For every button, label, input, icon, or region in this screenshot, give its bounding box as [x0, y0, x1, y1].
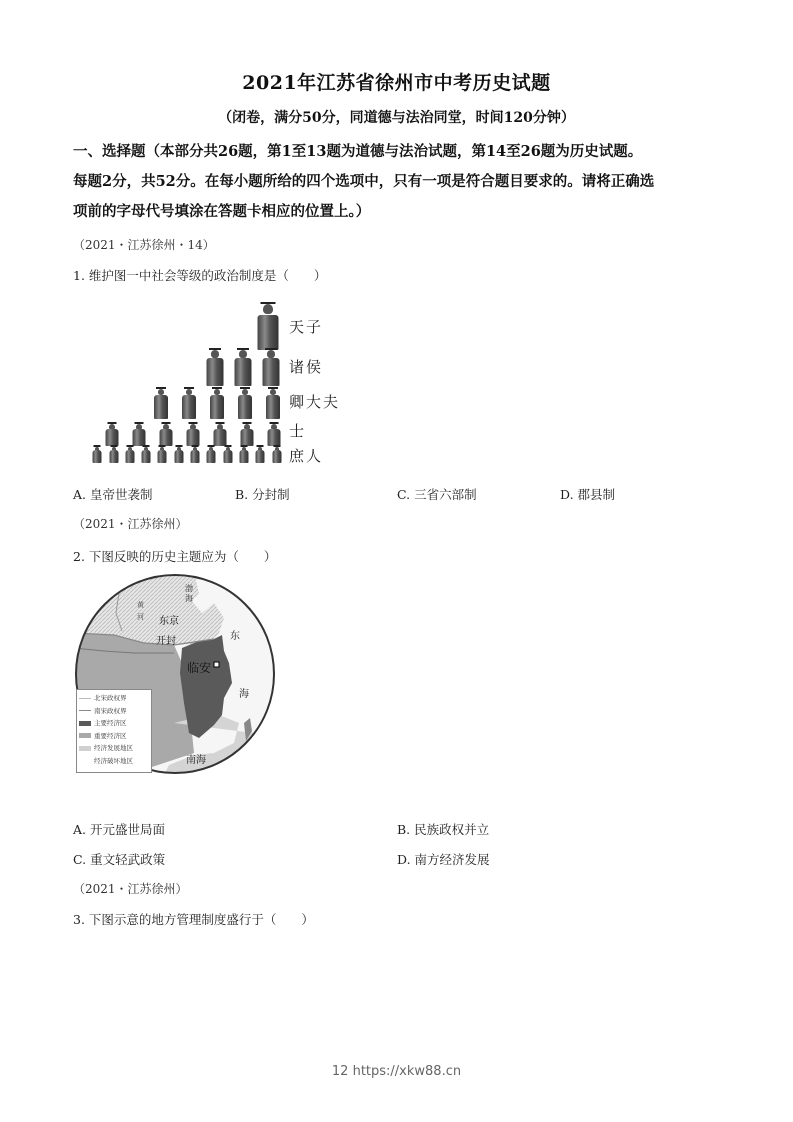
- person-figure-icon: [221, 445, 234, 463]
- pyramid-row-1: [253, 302, 283, 350]
- section-instruction-line-3: 项前的字母代号填涂在答题卡相应的位置上。）: [73, 203, 371, 220]
- person-figure-icon: [211, 422, 229, 446]
- q2-source: （2021・江苏徐州）: [73, 517, 188, 531]
- map-label-hai: 海: [239, 689, 249, 700]
- person-figure-icon: [184, 422, 202, 446]
- legend-item: 经济发展地区: [79, 742, 149, 755]
- legend-item: 经济破坏地区: [79, 755, 149, 768]
- map-label-nanhai: 南海: [186, 755, 206, 766]
- section-instruction-line-1: 一、选择题（本部分共26题，第1至13题为道德与法治试题，第14至26题为历史试题。: [73, 143, 643, 160]
- legend-swatch-icon: [79, 721, 91, 726]
- q2-stem: 2. 下图反映的历史主题应为（ ）: [73, 549, 277, 564]
- person-figure-icon: [103, 422, 121, 446]
- rank-label-zhuhou: 诸侯: [289, 358, 324, 376]
- pyramid-row-3: [151, 387, 283, 419]
- person-figure-icon: [231, 348, 255, 386]
- person-figure-icon: [205, 445, 218, 463]
- q1-option-d[interactable]: D. 郡县制: [560, 487, 616, 502]
- rank-label-tianzi: 天子: [289, 318, 324, 336]
- q1-source: （2021・江苏徐州・14）: [73, 238, 215, 252]
- person-figure-icon: [189, 445, 202, 463]
- song-economy-map: [74, 573, 276, 775]
- q1-option-c-text: 三省六部制: [414, 487, 477, 502]
- exam-subtitle: （闭卷，满分50分，同道德与法治同堂，时间120分钟）: [218, 110, 575, 126]
- q3-stem: 3. 下图示意的地方管理制度盛行于（ ）: [73, 912, 314, 927]
- person-figure-icon: [270, 445, 283, 463]
- map-label-kaifeng: 开封: [156, 636, 176, 647]
- person-figure-icon: [207, 387, 227, 419]
- legend-item: 重要经济区: [79, 730, 149, 743]
- q2-option-b[interactable]: B. 民族政权并立: [397, 822, 490, 837]
- person-figure-icon: [172, 445, 185, 463]
- person-figure-icon: [259, 348, 283, 386]
- person-figure-icon: [107, 445, 120, 463]
- q2-option-d[interactable]: D. 南方经济发展: [397, 852, 490, 867]
- q2-option-b-text: 民族政权并立: [414, 822, 490, 837]
- q2-option-a-text: 开元盛世局面: [90, 822, 166, 837]
- map-label-bohai: 渤: [185, 584, 193, 593]
- person-figure-icon: [203, 348, 227, 386]
- q1-option-b-text: 分封制: [252, 487, 290, 502]
- q2-option-a[interactable]: A. 开元盛世局面: [73, 822, 166, 837]
- person-figure-icon: [140, 445, 153, 463]
- page-title: 2021年江苏省徐州市中考历史试题: [242, 72, 551, 94]
- q1-stem: 1. 维护图一中社会等级的政治制度是（ ）: [73, 268, 327, 283]
- social-hierarchy-figure: [75, 300, 365, 468]
- q2-option-c[interactable]: C. 重文轻武政策: [73, 852, 166, 867]
- map-label-dong: 东: [230, 631, 240, 642]
- svg-text:海: 海: [185, 594, 193, 603]
- rank-label-qingdafu: 卿大夫: [289, 393, 341, 411]
- person-figure-icon: [265, 422, 283, 446]
- map-label-dongjing: 东京: [159, 616, 179, 627]
- q2-option-d-text: 南方经济发展: [414, 852, 490, 867]
- person-figure-icon: [156, 445, 169, 463]
- legend-swatch-icon: [79, 758, 91, 763]
- svg-text:河: 河: [137, 613, 144, 621]
- q1-option-a[interactable]: A. 皇帝世袭制: [73, 487, 153, 502]
- q1-option-d-text: 郡县制: [577, 487, 616, 502]
- person-figure-icon: [157, 422, 175, 446]
- page-footer: 12 https://xkw88.cn: [331, 1064, 462, 1079]
- person-figure-icon: [179, 387, 199, 419]
- q1-option-b[interactable]: B. 分封制: [235, 487, 290, 502]
- person-figure-icon: [151, 387, 171, 419]
- map-label-huanghe: 黄: [137, 601, 144, 609]
- legend-swatch-icon: [79, 733, 91, 738]
- pyramid-row-5: [91, 445, 283, 463]
- rank-label-shi: 士: [289, 422, 307, 440]
- legend-item: 北宋政权界: [79, 692, 149, 705]
- pyramid-row-2: [203, 348, 283, 386]
- legend-item: 南宋政权界: [79, 705, 149, 718]
- legend-swatch-icon: [79, 698, 91, 699]
- person-figure-icon: [91, 445, 104, 463]
- person-figure-icon: [123, 445, 136, 463]
- person-figure-icon: [237, 445, 250, 463]
- person-figure-icon: [130, 422, 148, 446]
- person-figure-icon: [263, 387, 283, 419]
- rank-label-shuren: 庶人: [289, 447, 324, 465]
- pyramid-row-4: [103, 422, 283, 446]
- person-figure-icon: [254, 445, 267, 463]
- map-label-linan: 临安: [187, 661, 212, 675]
- section-instruction-line-2: 每题2分，共52分。在每小题所给的四个选项中，只有一项是符合题目要求的。请将正确选: [73, 173, 655, 190]
- person-figure-icon: [235, 387, 255, 419]
- q1-option-c[interactable]: C. 三省六部制: [397, 487, 477, 502]
- q2-option-c-text: 重文轻武政策: [90, 852, 166, 867]
- map-legend: [76, 689, 152, 773]
- q3-source: （2021・江苏徐州）: [73, 882, 188, 896]
- person-figure-icon: [253, 302, 283, 350]
- legend-swatch-icon: [79, 710, 91, 711]
- person-figure-icon: [238, 422, 256, 446]
- legend-item: 主要经济区: [79, 717, 149, 730]
- q1-option-a-text: 皇帝世袭制: [90, 487, 153, 502]
- legend-swatch-icon: [79, 746, 91, 751]
